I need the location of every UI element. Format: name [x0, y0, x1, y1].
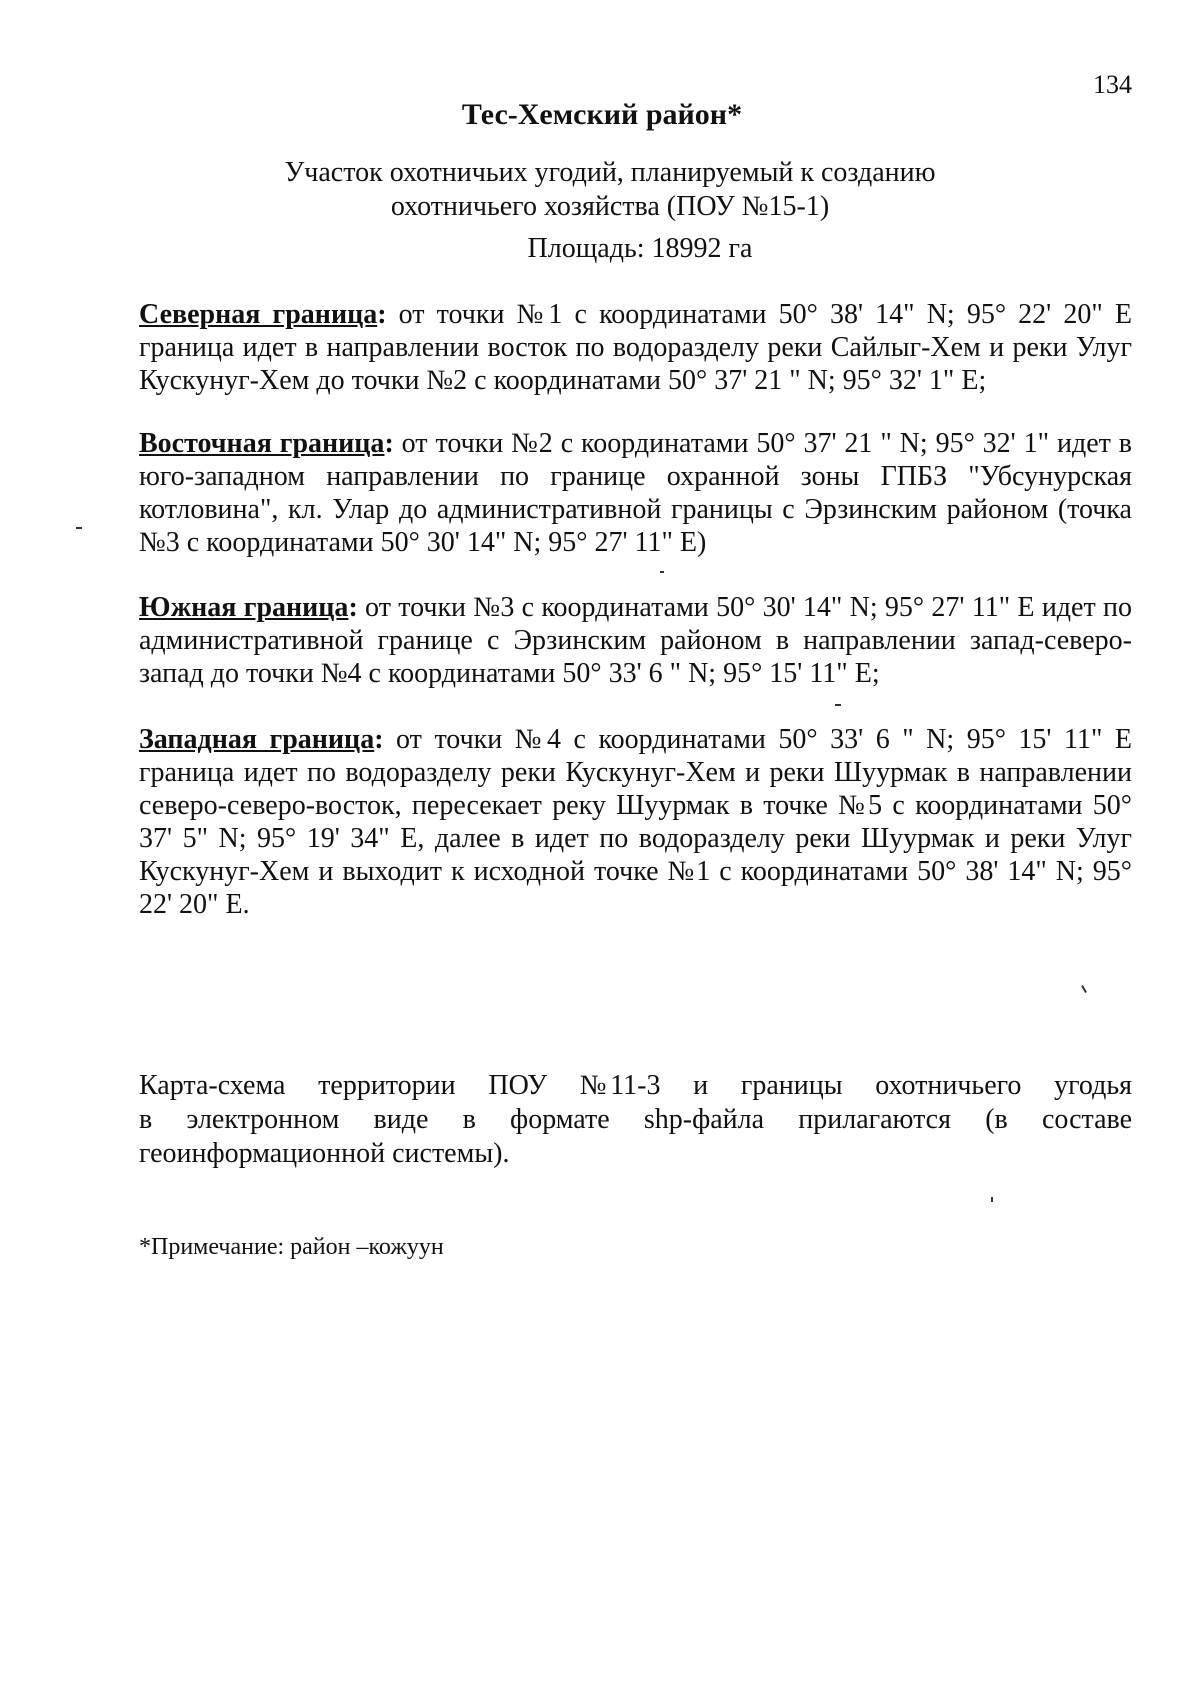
attachment-last-line: геоинформационной системы). — [139, 1138, 510, 1169]
west-boundary-paragraph — [139, 723, 1132, 921]
label-colon: : — [377, 299, 387, 330]
label-colon: : — [374, 724, 384, 755]
west-boundary-text: от точки №4 с координатами 50° 33' 6 " N; 95° 15' 11" E граница идет по водоразделу реки Кускунуг-Хем и реки Шуурмак в направлении северо-северо-восток, пересекает реку Шуурмак в точке №5 с координатами 50° 37' 5" N; 95° 19' 34" E, далее в идет по водоразделу реки Шуурмак и реки Улуг Кускунуг-Хем и выходит к исходной точке №1 с координатами 50° 38' 14" N; 95° 22' 20" E. — [139, 724, 1132, 920]
east-boundary-text: от точки №2 с координатами 50° 37' 21 " N; 95° 32' 1" идет в юго-западном направлении по границе охранной зоны ГПБЗ "Убсунурская котловина", кл. Улар до административной границы с Эрзинским районом (точка №3 с координатами 50° 30' 14" N; 95° 27' 11" E) — [139, 428, 1132, 558]
east-boundary-label: Восточная граница — [139, 428, 385, 459]
north-boundary-paragraph — [139, 298, 1132, 397]
east-boundary-paragraph — [139, 427, 1132, 559]
south-boundary-text: от точки №3 с координатами 50° 30' 14" N; 95° 27' 11" E идет по административной границе с Эрзинским районом в направлении запад-северо-запад до точки №4 с координатами 50° 33' 6 " N; 95° 15' 11" E; — [139, 592, 1132, 689]
north-boundary-text: от точки №1 с координатами 50° 38' 14" N; 95° 22' 20" E граница идет в направлении восток по водоразделу реки Сайлыг-Хем и реки Улуг Кускунуг-Хем до точки №2 с координатами 50° 37' 21 " N; 95° 32' 1" E; — [139, 299, 1132, 396]
scan-speck — [991, 1197, 993, 1202]
scan-speck — [1081, 985, 1087, 993]
page-number: 134 — [1093, 70, 1132, 99]
south-boundary-paragraph — [139, 591, 1132, 690]
footnote: *Примечание: район –кожуун — [139, 1234, 444, 1260]
attachment-paragraph — [139, 1069, 1132, 1171]
west-boundary-label: Западная граница — [139, 724, 375, 755]
label-colon: : — [348, 592, 358, 623]
attachment-main-text: Карта-схема территории ПОУ №11-3 и границы охотничьего угодья в электронном виде в формате shp-файла прилагаются (в составе — [139, 1070, 1132, 1135]
area-line: Площадь: 18992 га — [527, 233, 753, 264]
scan-speck — [835, 704, 841, 706]
document-title: Тес-Хемский район* — [461, 98, 743, 131]
scan-speck — [76, 527, 82, 529]
label-colon: : — [384, 428, 394, 459]
north-boundary-label: Северная граница — [139, 299, 378, 330]
scan-speck — [660, 571, 664, 573]
document-subtitle: Участок охотничьих угодий, планируемый к созданию охотничьего хозяйства (ПОУ №15-1) — [284, 157, 936, 222]
south-boundary-label: Южная граница — [139, 592, 349, 623]
